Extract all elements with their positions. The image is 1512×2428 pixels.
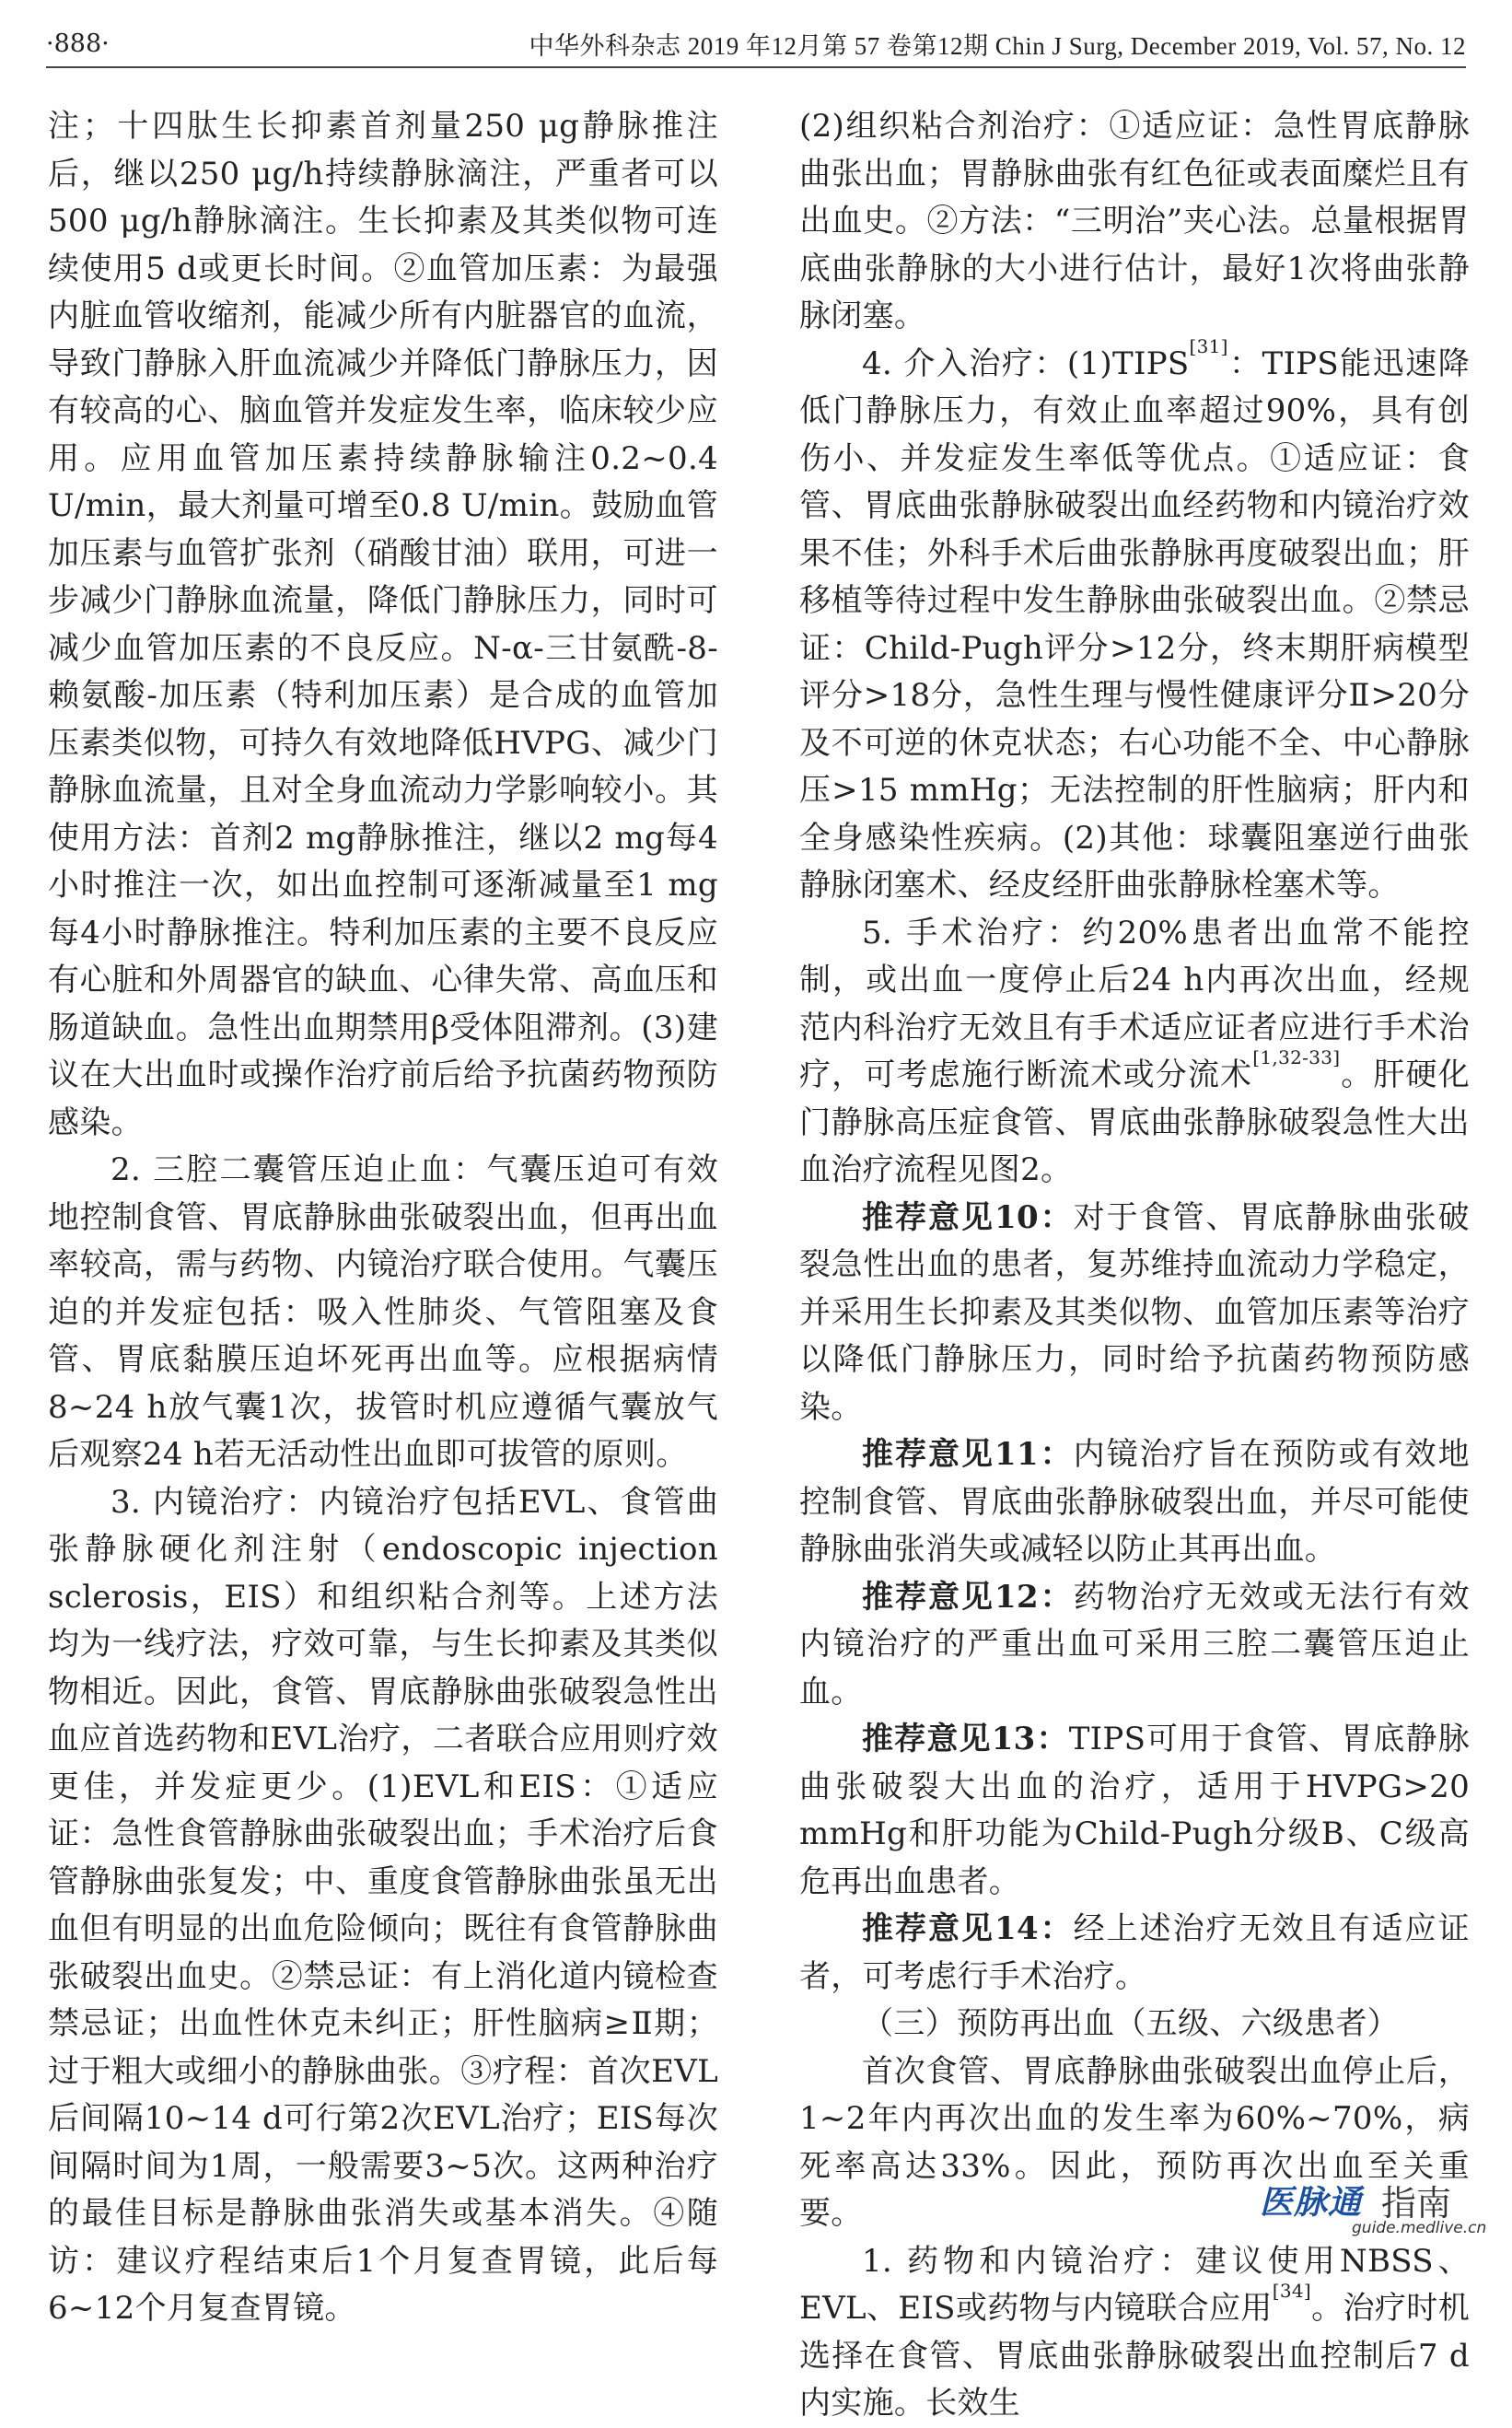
recommendation-label: 推荐意见11： [862, 1436, 1074, 1473]
right-column [799, 103, 1470, 2428]
left-paragraph-2: 2. 三腔二囊管压迫止血：气囊压迫可有效地控制食管、胃底静脉曲张破裂出血，但再出血率较高，需与药物、内镜治疗联合使用。气囊压迫的并发症包括：吸入性肺炎、气管阻塞及食管、胃底黏膜压迫坏死再出血等。应根据病情8~24 h放气囊1次，拔管时机应遵循气囊放气后观察24 h若无活动性出血即可拔管的原则。 [48, 1151, 718, 1473]
recommendation-label: 推荐意见10： [862, 1198, 1074, 1236]
watermark-url: guide.medlive.cn [1352, 2219, 1487, 2237]
recommendation-label: 推荐意见13： [862, 1721, 1069, 1757]
right-paragraph-rebleeding: 首次食管、胃底静脉曲张破裂出血停止后，1~2年内再次出血的发生率为60%~70%，病死率高达33%。因此，预防再次出血至关重要。 [799, 2052, 1470, 2232]
left-column [48, 103, 718, 2333]
right-paragraph-interventional: 4. 介入治疗：(1)TIPS[31]：TIPS能迅速降低门静脉压力，有效止血率超过90%，具有创伤小、并发症发生率低等优点。①适应证：食管、胃底曲张静脉破裂出血经药物和内镜治疗效果不佳；外科手术后曲张静脉再度破裂出血；肝移植等待过程中发生静脉曲张破裂出血。②禁忌证：Child-Pugh评分>12分，终末期肝病模型评分>18分，急性生理与慢性健康评分Ⅱ>20分及不可逆的休克状态；右心功能不全、中心静脉压>15 mmHg；无法控制的肝性脑病；肝内和全身感染性疾病。(2)其他：球囊阻塞逆行曲张静脉闭塞术、经皮经肝曲张静脉栓塞术等。 [799, 334, 1470, 904]
medlive-logo: 医脉通 [1260, 2184, 1363, 2222]
section-heading: （三）预防再出血（五级、六级患者） [862, 2005, 1400, 2042]
recommendation-13: 推荐意见13：TIPS可用于食管、胃底静脉曲张破裂大出血的治疗，适用于HVPG>20 mmHg和肝功能为Child-Pugh分级B、C级高危再出血患者。 [799, 1721, 1470, 1900]
left-paragraph-1: 注；十四肽生长抑素首剂量250 μg静脉推注后，继以250 μg/h持续静脉滴注，严重者可以500 μg/h静脉滴注。生长抑素及其类似物可连续使用5 d或更长时间。②血管加压素：为最强内脏血管收缩剂，能减少所有内脏器官的血流，导致门静脉入肝血流减少并降低门静脉压力，因有较高的心、脑血管并发症发生率，临床较少应用。应用血管加压素持续静脉输注0.2~0.4 U/min，最大剂量可增至0.8 U/min。鼓励血管加压素与血管扩张剂（硝酸甘油）联用，可进一步减少门静脉血流量，降低门静脉压力，同时可减少血管加压素的不良反应。N-α-三甘氨酰-8-赖氨酸-加压素（特利加压素）是合成的血管加压素类似物，可持久有效地降低HVPG、减少门静脉血流量，且对全身血流动力学影响较小。其使用方法：首剂2 mg静脉推注，继以2 mg每4小时推注一次，如出血控制可逐渐减量至1 mg每4小时静脉推注。特利加压素的主要不良反应有心脏和外周器官的缺血、心律失常、高血压和肠道缺血。急性出血期禁用β受体阻滞剂。(3)建议在大出血时或操作治疗前后给予抗菌药物预防感染。 [48, 108, 718, 1141]
recommendation-10: 推荐意见10：对于食管、胃底静脉曲张破裂急性出血的患者，复苏维持血流动力学稳定，并采用生长抑素及其类似物、血管加压素等治疗以降低门静脉压力，同时给予抗菌药物预防感染。 [799, 1198, 1470, 1426]
citation-ref: [34] [1272, 2280, 1312, 2302]
right-paragraph-glue-therapy: (2)组织粘合剂治疗：①适应证：急性胃底静脉曲张出血；胃静脉曲张有红色征或表面糜烂且有出血史。②方法：“三明治”夹心法。总量根据胃底曲张静脉的大小进行估计，最好1次将曲张静脉闭塞。 [799, 108, 1470, 334]
right-paragraph-surgery: 5. 手术治疗：约20%患者出血常不能控制，或出血一度停止后24 h内再次出血，经规范内科治疗无效且有手术适应证者应进行手术治疗，可考虑施行断流术或分流术[1,32-33]。肝硬化门静脉高压症食管、胃底曲张静脉破裂急性大出血治疗流程见图2。 [799, 914, 1470, 1188]
recommendation-label: 推荐意见12： [862, 1578, 1074, 1616]
running-header [46, 20, 1466, 68]
journal-citation: 中华外科杂志 2019 年12月第 57 卷第12期 Chin J Surg, December 2019, Vol. 57, No. 12 [529, 31, 1466, 60]
watermark-suffix: 指南 [1381, 2183, 1452, 2224]
recommendation-12: 推荐意见12：药物治疗无效或无法行有效内镜治疗的严重出血可采用三腔二囊管压迫止血。 [799, 1578, 1470, 1710]
citation-ref: [1,32-33] [1252, 1046, 1341, 1068]
left-paragraph-3: 3. 内镜治疗：内镜治疗包括EVL、食管曲张静脉硬化剂注射（endoscopic injection sclerosis，EIS）和组织粘合剂等。上述方法均为一线疗法，疗效可靠，与生长抑素及其类似物相近。因此，食管、胃底静脉曲张破裂急性出血应首选药物和EVL治疗，二者联合应用则疗效更佳，并发症更少。(1)EVL和EIS：①适应证：急性食管静脉曲张破裂出血；手术治疗后食管静脉曲张复发；中、重度食管静脉曲张虽无出血但有明显的出血危险倾向；既往有食管静脉曲张破裂出血史。②禁忌证：有上消化道内镜检查禁忌证；出血性休克未纠正；肝性脑病≥Ⅱ期；过于粗大或细小的静脉曲张。③疗程：首次EVL后间隔10~14 d可行第2次EVL治疗；EIS每次间隔时间为1周，一般需要3~5次。这两种治疗的最佳目标是静脉曲张消失或基本消失。④随访：建议疗程结束后1个月复查胃镜，此后每6~12个月复查胃镜。 [48, 1483, 718, 2327]
recommendation-11: 推荐意见11：内镜治疗旨在预防或有效地控制食管、胃底曲张静脉破裂出血，并尽可能使静脉曲张消失或减轻以防止其再出血。 [799, 1436, 1470, 1568]
citation-ref: [31] [1189, 334, 1228, 357]
medlive-watermark [1260, 2171, 1487, 2243]
page-number: ·888· [46, 29, 110, 58]
recommendation-label: 推荐意见14： [862, 1910, 1074, 1947]
recommendation-14: 推荐意见14：经上述治疗无效且有适应证者，可考虑行手术治疗。 [799, 1910, 1470, 1995]
right-paragraph-drug-endoscopic: 1. 药物和内镜治疗：建议使用NBSS、EVL、EIS或药物与内镜联合应用[34]。治疗时机选择在食管、胃底曲张静脉破裂出血控制后7 d内实施。长效生 [799, 2242, 1471, 2422]
